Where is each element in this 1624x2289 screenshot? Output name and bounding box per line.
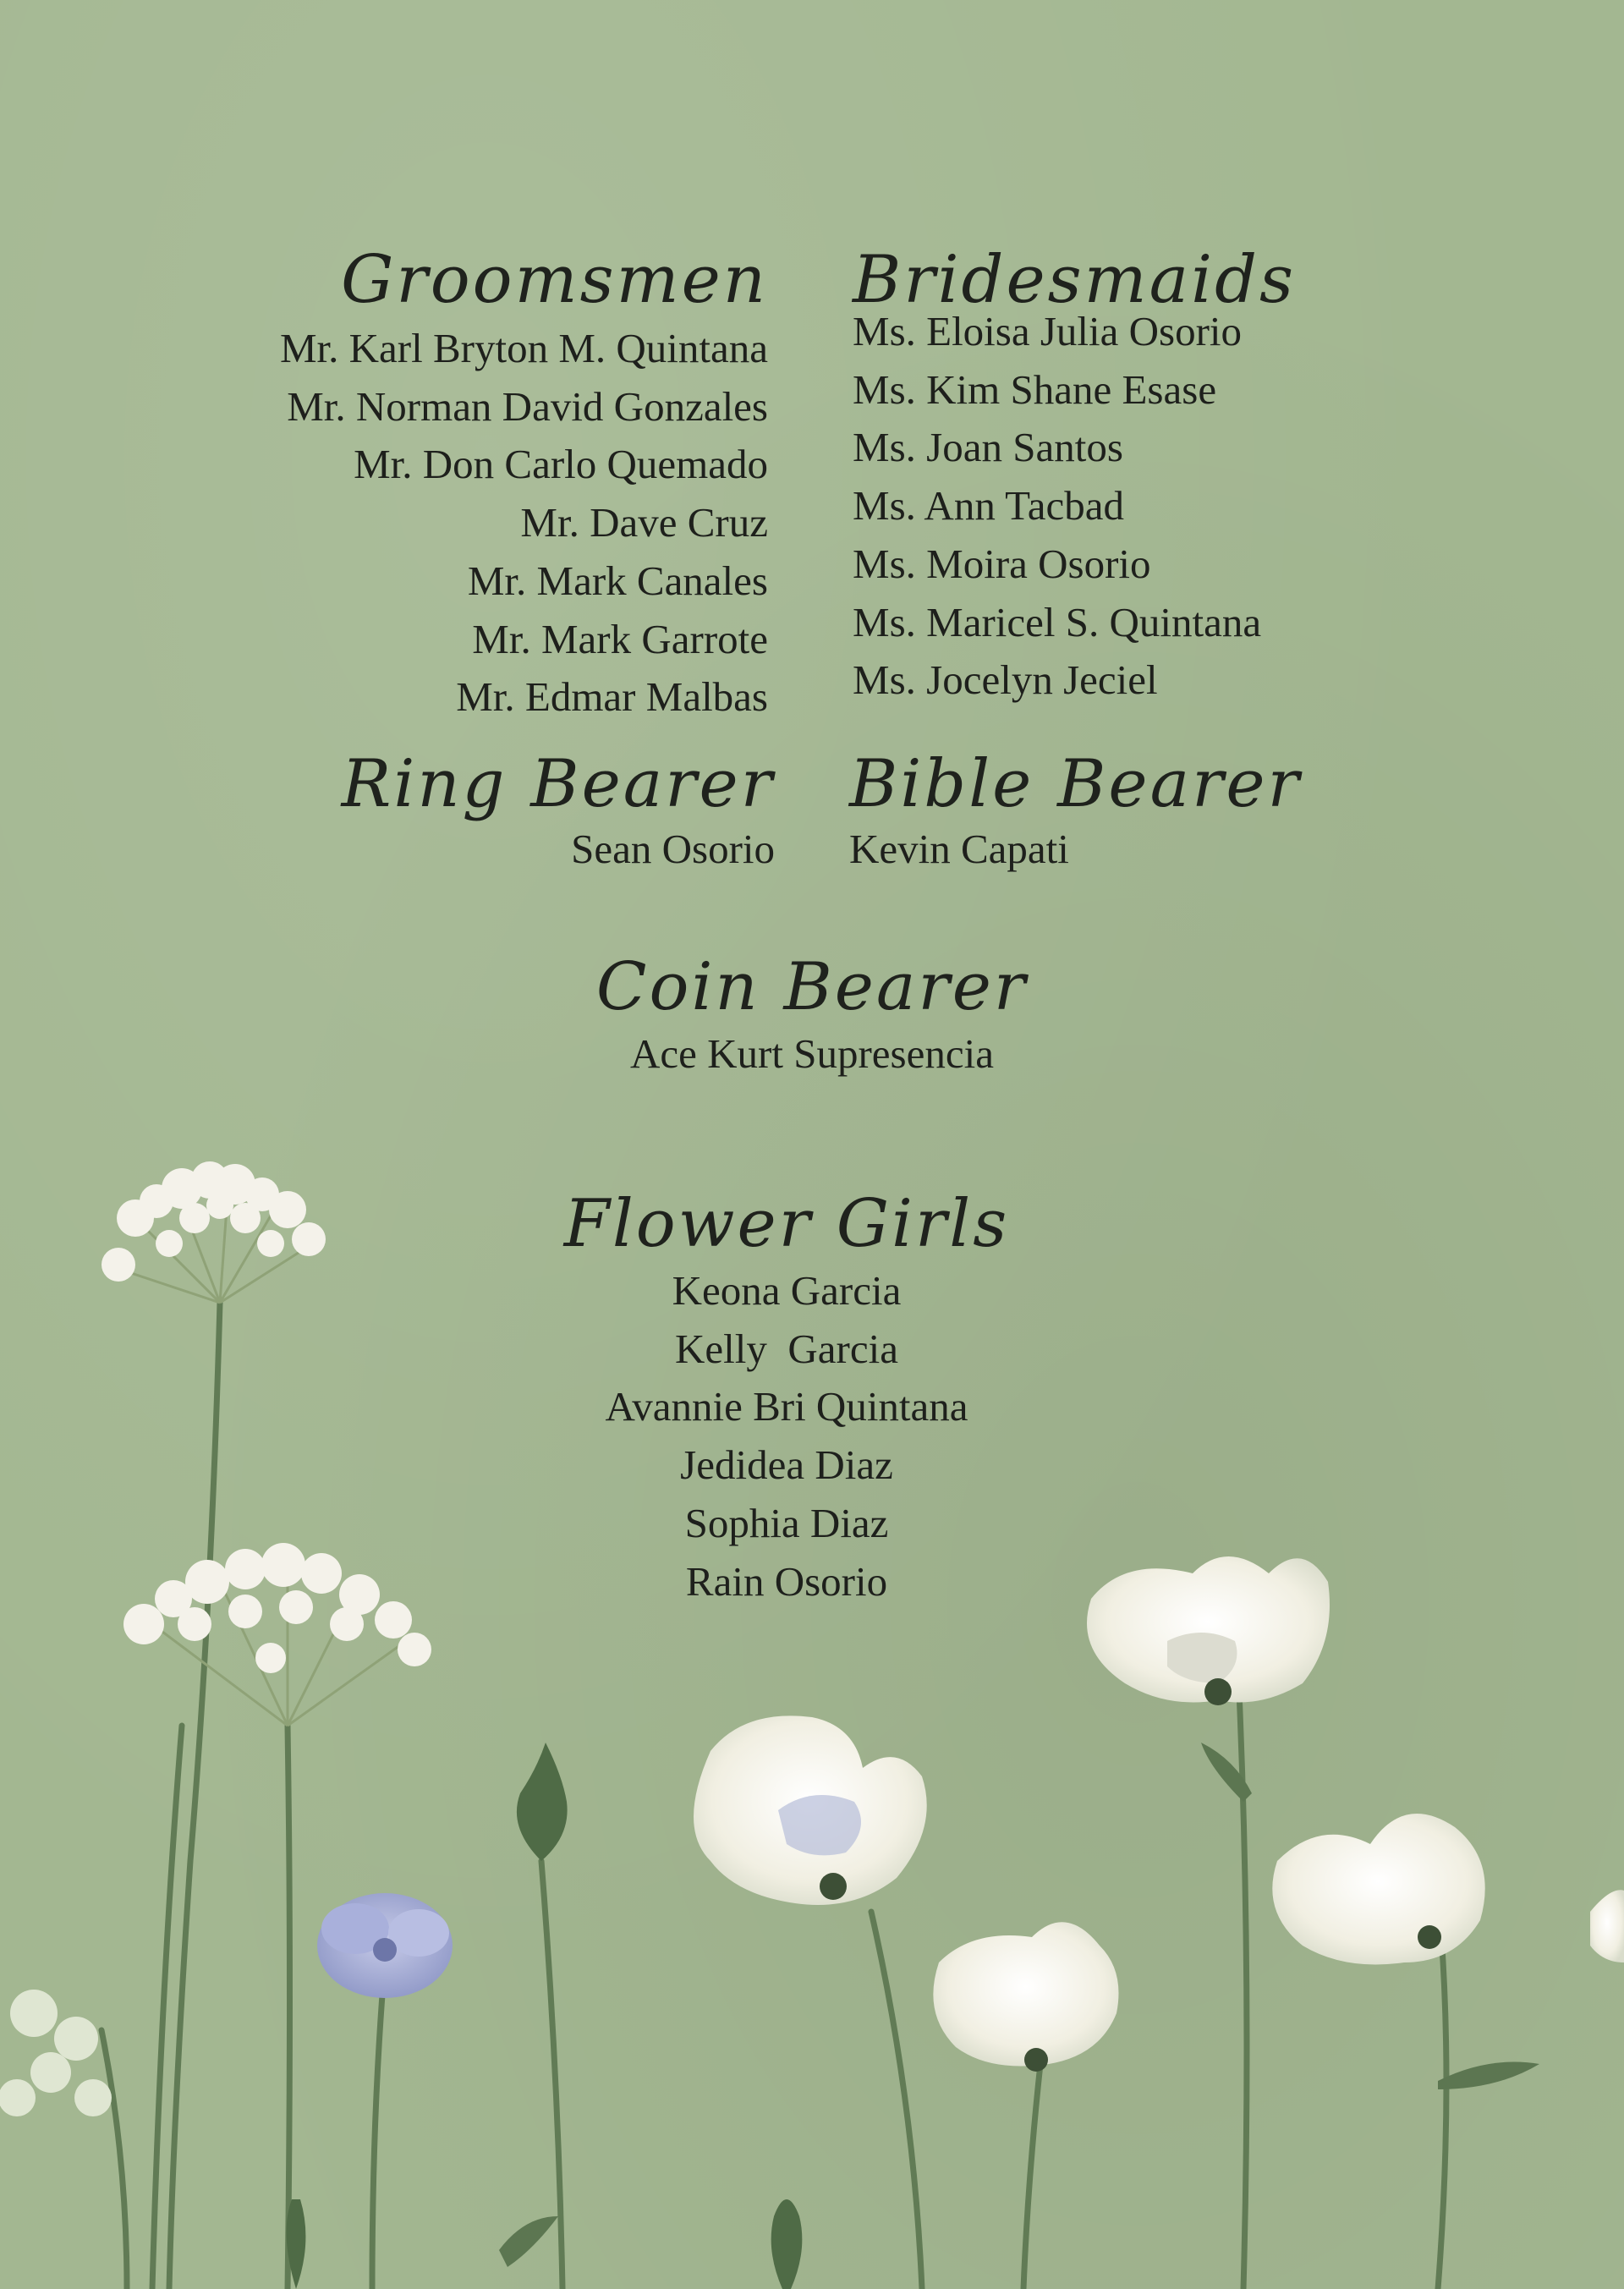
bridesmaid-name: Ms. Ann Tacbad <box>853 482 1124 530</box>
floral-illustration <box>0 1100 1624 2289</box>
groomsman-name: Mr. Don Carlo Quemado <box>354 441 768 488</box>
ring-bearer-name: Sean Osorio <box>571 826 775 872</box>
bible-bearer-name: Kevin Capati <box>849 826 1069 872</box>
flower-girl-name: Kelly Garcia <box>675 1325 898 1372</box>
groomsman-name: Mr. Edmar Malbas <box>456 673 768 721</box>
groomsman-name: Mr. Norman David Gonzales <box>287 382 768 430</box>
ring-bearer-section <box>135 746 775 879</box>
lace-flower-top <box>102 1161 326 1303</box>
bridesmaids-heading: Bridesmaids <box>853 242 1297 318</box>
groomsman-name: Mr. Karl Bryton M. Quintana <box>279 325 768 371</box>
lace-flower-middle <box>123 1543 431 1726</box>
bridesmaid-name: Ms. Joan Santos <box>853 424 1123 471</box>
flower-girl-name: Jedidea Diaz <box>680 1441 893 1489</box>
bridesmaid-name: Ms. Moira Osorio <box>853 540 1151 587</box>
flower-girls-heading: Flower Girls <box>563 1186 1010 1262</box>
bridesmaids-section <box>853 242 1445 710</box>
groomsman-name: Mr. Mark Canales <box>467 557 768 604</box>
bible-bearer-heading: Bible Bearer <box>849 746 1302 822</box>
bible-bearer-list <box>849 821 1441 879</box>
ring-bearer-list <box>135 821 775 879</box>
groomsmen-heading: Groomsmen <box>341 242 768 318</box>
bridesmaid-name: Ms. Maricel S. Quintana <box>853 598 1262 645</box>
white-flower-edge <box>1590 1890 1624 1962</box>
groomsman-name: Mr. Mark Garrote <box>472 615 768 662</box>
ring-bearer-heading: Ring Bearer <box>341 746 775 822</box>
flower-girl-name: Sophia Diaz <box>684 1499 889 1546</box>
white-flower-right <box>1087 1556 1330 1705</box>
flower-girl-name: Avannie Bri Quintana <box>605 1383 968 1430</box>
bridesmaids-list <box>853 303 1445 710</box>
white-flower-far-right <box>1272 1814 1484 1965</box>
bridesmaid-name: Ms. Jocelyn Jeciel <box>853 656 1158 704</box>
groomsman-name: Mr. Dave Cruz <box>520 499 768 546</box>
white-flower-lower <box>933 1922 1118 2072</box>
coin-bearer-heading: Coin Bearer <box>595 949 1029 1025</box>
flower-girl-name: Keona Garcia <box>672 1267 902 1314</box>
groomsmen-list <box>135 320 768 727</box>
coin-bearer-name: Ace Kurt Supresencia <box>630 1030 994 1077</box>
bible-bearer-section <box>849 746 1441 879</box>
bridesmaid-name: Ms. Kim Shane Esase <box>853 365 1217 413</box>
lace-flower-bottom <box>0 1990 112 2116</box>
white-flower-center <box>694 1715 927 1905</box>
blue-flower <box>317 1893 453 1998</box>
flower-girl-name: Rain Osorio <box>685 1557 888 1605</box>
coin-bearer-section <box>474 949 1150 1084</box>
coin-bearer-list <box>474 1025 1150 1084</box>
bridesmaid-name: Ms. Eloisa Julia Osorio <box>853 308 1243 354</box>
groomsmen-section <box>135 242 768 727</box>
